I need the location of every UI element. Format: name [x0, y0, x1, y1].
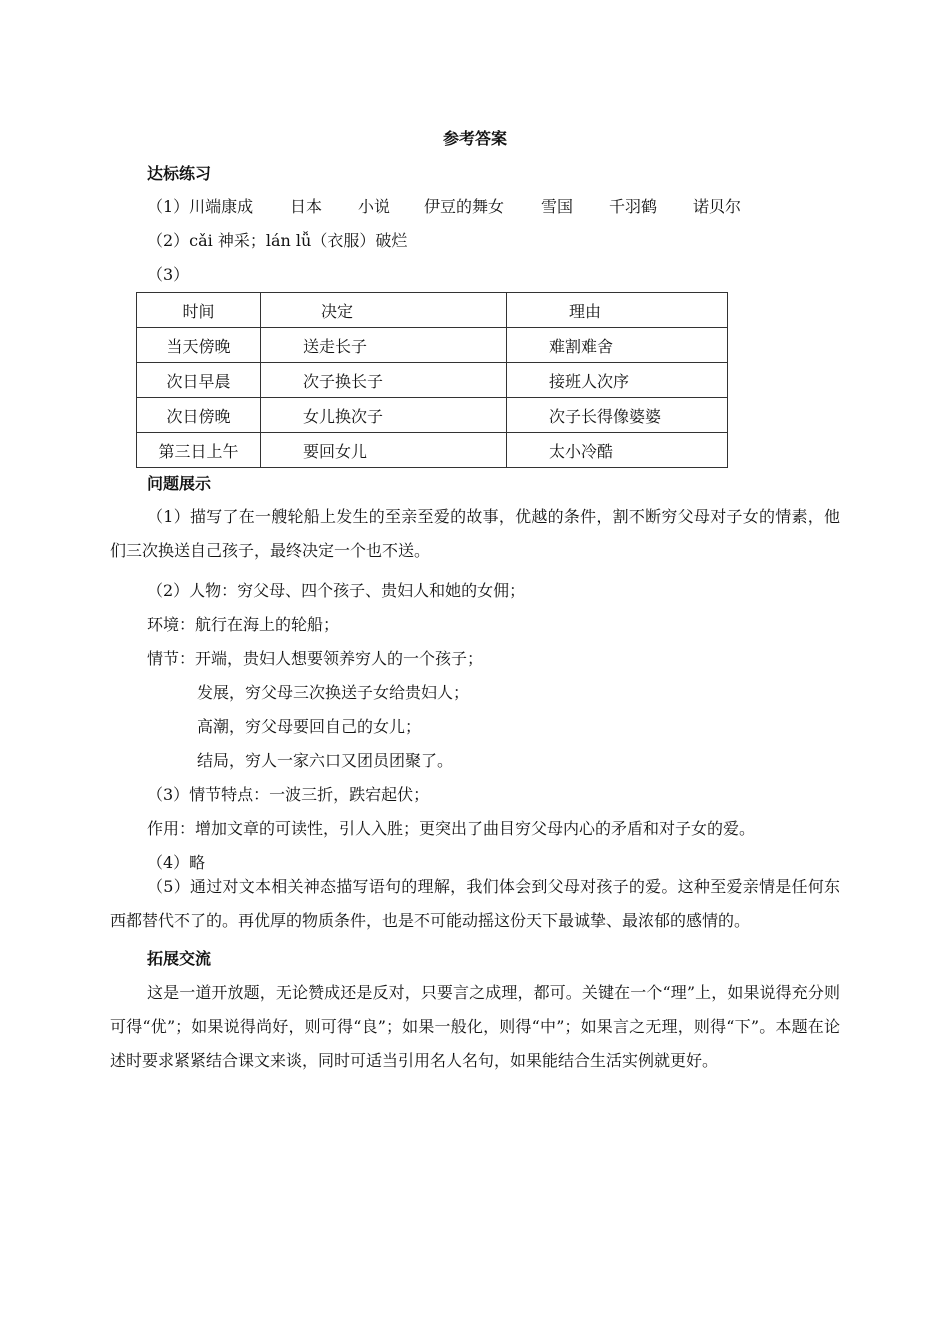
- table-row: [137, 363, 728, 398]
- decision-table: [136, 292, 728, 468]
- question-answer-effect: 作用：增加文章的可读性，引人入胜；更突出了曲目穷父母内心的矛盾和对子女的爱。: [147, 819, 756, 838]
- table-cell: 次子换长子: [261, 363, 507, 398]
- question-answer-4: （4）略: [147, 853, 206, 872]
- table-cell: 要回女儿: [261, 433, 507, 468]
- answer-1-country: 日本: [290, 197, 323, 216]
- answer-1-work-1: 伊豆的舞女: [424, 197, 505, 216]
- table-row: [137, 328, 728, 363]
- table-header-row: [137, 293, 728, 328]
- table-cell: 次日早晨: [137, 363, 261, 398]
- answer-item-3-label: （3）: [147, 265, 190, 284]
- question-answer-plot: 情节：开端，贵妇人想要领养穷人的一个孩子；: [147, 649, 484, 668]
- table-cell: 次日傍晚: [137, 398, 261, 433]
- plot-ending: 结局，穷人一家六口又团员团聚了。: [197, 751, 454, 770]
- table-cell: 太小冷酷: [507, 433, 728, 468]
- table-header-decision: 决定: [261, 293, 507, 328]
- section-heading-extension: 拓展交流: [147, 949, 212, 968]
- question-answer-5: （5）通过对文本相关神态描写语句的理解，我们体会到父母对孩子的爱。这种至爱亲情是任何东西都替代不了的。再优厚的物质条件，也是不可能动摇这份天下最诚挚、最浓郁的感情的。: [110, 877, 840, 930]
- table-row: [137, 398, 728, 433]
- section-heading-questions: 问题展示: [147, 474, 212, 493]
- table-cell: 当天傍晚: [137, 328, 261, 363]
- extension-answer: 这是一道开放题，无论赞成还是反对，只要言之成理，都可。关键在一个“理”上，如果说得充分则可得“优”；如果说得尚好，则可得“良”；如果一般化，则得“中”；如果言之无理，则得“下”。本题在论述时要求紧紧结合课文来谈，同时可适当引用名人名句，如果能结合生活实例就更好。: [110, 983, 840, 1070]
- plot-development: 发展，穷父母三次换送子女给贵妇人；: [197, 683, 470, 702]
- table-cell: 难割难舍: [507, 328, 728, 363]
- answer-1-work-3: 千羽鹤: [609, 197, 658, 216]
- plot-climax: 高潮，穷父母要回自己的女儿；: [197, 717, 422, 736]
- answer-1-author: （1）川端康成: [147, 197, 254, 216]
- table-cell: 送走长子: [261, 328, 507, 363]
- answer-item-1: [147, 194, 847, 216]
- table-cell: 次子长得像婆婆: [507, 398, 728, 433]
- table-header-reason: 理由: [507, 293, 728, 328]
- table-header-time: 时间: [137, 293, 261, 328]
- answer-1-work-2: 雪国: [541, 197, 574, 216]
- table-cell: 第三日上午: [137, 433, 261, 468]
- answer-1-prize: 诺贝尔: [693, 197, 742, 216]
- question-answer-3: （3）情节特点：一波三折，跌宕起伏；: [147, 785, 430, 804]
- answer-1-genre: 小说: [358, 197, 391, 216]
- table-cell: 女儿换次子: [261, 398, 507, 433]
- table-row: [137, 433, 728, 468]
- page-title: 参考答案: [442, 129, 507, 148]
- table-cell: 接班人次序: [507, 363, 728, 398]
- answer-item-2: （2）cǎi 神采；lán lǚ（衣服）破烂: [147, 231, 408, 250]
- question-answer-2: （2）人物：穷父母、四个孩子、贵妇人和她的女佣；: [147, 581, 526, 600]
- question-answer-1: （1）描写了在一艘轮船上发生的至亲至爱的故事，优越的条件，割不断穷父母对子女的情素，他们三次换送自己孩子，最终决定一个也不送。: [110, 507, 840, 560]
- question-answer-setting: 环境：航行在海上的轮船；: [147, 615, 340, 634]
- section-heading-practice: 达标练习: [147, 164, 212, 183]
